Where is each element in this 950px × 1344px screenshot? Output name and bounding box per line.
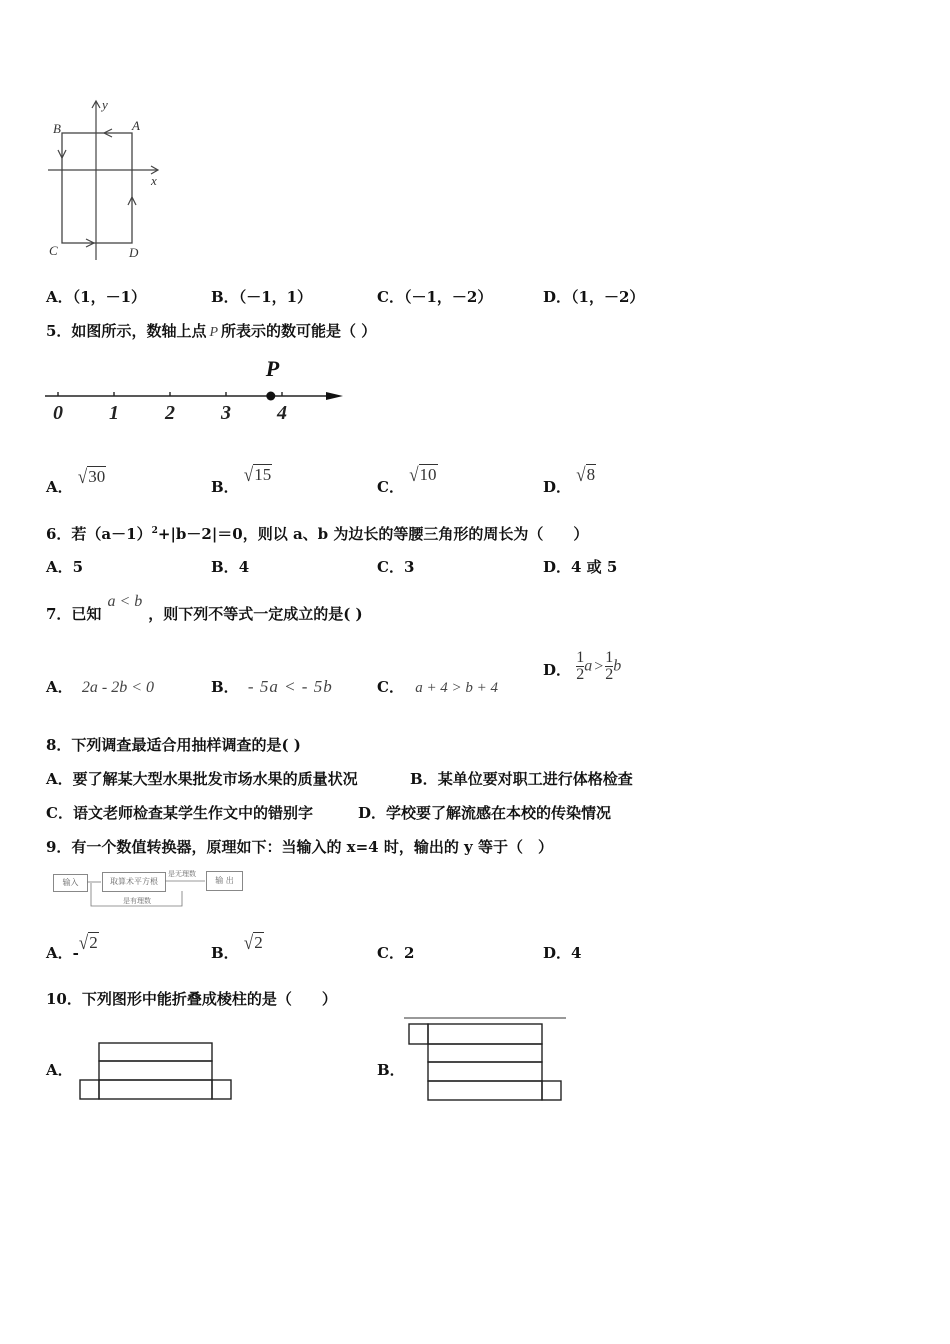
q4-coordinate-figure [40,95,170,265]
radicand: 2 [89,933,98,952]
option-text: 4 [238,558,250,576]
label-x: x [151,173,157,188]
option-letter: B． [211,558,239,576]
label-b: B [53,121,61,136]
q7-stem-text: 7．已知 [46,605,102,623]
q5-stem-var: P [209,325,219,340]
radicand: 8 [586,465,596,484]
q5-option-d[interactable] [543,463,596,496]
option-text: （－1，1） [238,288,313,306]
q4-option-d[interactable] [543,286,644,307]
q10-stem: 10．下列图形中能折叠成棱柱的是（ ） [46,990,337,1008]
option-letter: C． [377,678,404,696]
option-text: 2 [403,944,415,962]
net-b-side-bottom [542,1081,561,1100]
flow-connectors [50,868,250,910]
number-line-tick-label: 2 [165,402,175,424]
q8-option-a[interactable] [46,768,358,789]
option-text: 5 [72,558,84,576]
frac-numerator: 1 [576,649,585,666]
option-text: 语文老师检查某学生作文中的错别字 [72,804,313,822]
negative-sign: - [72,944,79,962]
option-letter: A． [46,944,73,962]
option-letter: C． [377,478,404,496]
option-letter: D． [543,558,572,576]
q6-exponent: 2 [151,526,158,536]
number-line-tick-label: 3 [221,402,231,424]
q9-option-c[interactable] [377,942,414,963]
radicand: 15 [254,465,272,484]
q6-stem [46,523,588,544]
option-text: 要了解某大型水果批发市场水果的质量状况 [72,770,358,788]
q6-option-c[interactable] [377,556,414,577]
q6-option-a[interactable] [46,556,83,577]
option-letter: B． [410,770,438,788]
sqrt-expression: √8 [576,463,596,486]
q5-option-c[interactable] [377,463,438,496]
q6-stem-text: 6．若（a－1） [46,525,152,543]
net-b-face-1 [428,1024,542,1044]
q9-option-d[interactable] [543,942,581,963]
net-a-svg [76,1040,236,1104]
q10-net-a[interactable] [76,1040,236,1104]
option-letter: C． [46,804,73,822]
sqrt-expression: √10 [409,463,437,486]
net-b-face-2 [428,1044,542,1062]
label-y: y [102,97,108,112]
frac-denominator: 2 [605,666,614,683]
q7-stem-text-after: ，则下列不等式一定成立的是( ) [148,605,363,623]
net-a-face-3 [99,1080,212,1099]
net-a-side-right [212,1080,231,1099]
net-b-side-top [409,1024,428,1044]
q7-option-d[interactable] [543,650,621,683]
net-a-face-1 [99,1043,212,1061]
option-letter: A． [46,678,73,696]
radicand: 2 [254,933,263,952]
label-a: A [132,118,140,133]
net-b-face-4 [428,1081,542,1100]
option-letter: D． [543,288,572,306]
sqrt-expression: √30 [77,465,106,488]
var-a: a [584,657,593,675]
q5-option-a[interactable] [46,465,106,496]
q6-option-d[interactable] [543,556,617,577]
q9-stem: 9．有一个数值转换器，原理如下：当输入的 x=4 时，输出的 y 等于（ ） [46,838,553,856]
option-letter: C． [377,944,404,962]
number-line-tick-label: 0 [53,402,63,424]
radicand: 10 [419,465,437,484]
net-a-side-left [80,1080,99,1099]
option-letter: A． [46,478,73,496]
q5-stem-text-after: 所表示的数可能是（ ） [221,322,377,340]
number-line-tick-label: 1 [109,402,119,424]
sqrt-expression: √15 [243,463,272,486]
q9-option-b[interactable] [211,931,264,962]
q8-stem: 8．下列调查最适合用抽样调查的是( ) [46,736,301,754]
q7-option-c[interactable] [377,676,498,697]
frac-denominator: 2 [576,666,585,683]
connector-loop-back [91,883,182,906]
option-letter: A． [46,1061,73,1079]
flow-process-box: 取算术平方根 [102,872,166,892]
q7-stem-math: a < b [107,593,143,610]
option-text: 学校要了解流感在本校的传染情况 [386,804,612,822]
q8-option-d[interactable] [358,802,611,823]
sqrt-expression: √2 [243,931,263,954]
option-letter: B． [211,288,239,306]
path-rectangle [62,133,132,243]
q4-option-c[interactable] [377,286,492,307]
sqrt-expression: √2 [78,931,98,954]
q4-option-a[interactable] [46,286,146,307]
option-letter: B． [211,944,239,962]
q9-flowchart [50,868,250,910]
flow-irrational-label: 是无理数 [168,870,196,878]
option-letter: D． [543,944,572,962]
flow-rational-label: 是有理数 [123,897,151,905]
net-b-svg [400,1014,570,1106]
number-line-svg [40,352,350,427]
option-text: （1，－1） [72,288,147,306]
number-line-arrow [326,392,343,400]
option-text: （－1，－2） [403,288,493,306]
option-letter: B． [211,478,239,496]
flow-output-box: 输 出 [206,871,243,891]
flow-input-box: 输入 [53,874,88,892]
option-letter: C． [377,558,404,576]
q4-figure-svg [40,95,170,265]
relation-sign: > [594,657,604,675]
q6-option-b[interactable] [211,556,249,577]
option-letter: C． [377,288,404,306]
q5-option-b[interactable] [211,463,272,496]
option-text: 4 [571,944,582,962]
option-text: （1，－2） [571,288,645,306]
option-letter: A． [46,558,73,576]
q5-stem-text: 5．如图所示，数轴上点 [46,322,207,340]
q10-option-a[interactable] [46,1059,73,1080]
q7-option-b[interactable] [211,676,333,697]
option-letter: A． [46,288,73,306]
q8-option-b[interactable] [410,768,633,789]
q5-number-line [40,352,350,427]
label-d: D [129,245,139,260]
option-text: 3 [403,558,415,576]
point-p [266,392,275,401]
option-letter: D． [358,804,387,822]
option-letter: B． [211,678,239,696]
q10-net-b[interactable] [400,1014,570,1106]
option-letter: B． [377,1061,405,1079]
option-text: 某单位要对职工进行体格检查 [437,770,633,788]
net-a-face-2 [99,1061,212,1080]
option-math: a + 4 > b + 4 [415,680,499,696]
option-text: 4 或 5 [571,558,618,576]
radicand: 30 [88,467,106,486]
option-math: - 5a < - 5b [247,677,333,696]
q6-stem-text-after: +|b－2|＝0，则以 a、b 为边长的等腰三角形的周长为（ ） [157,525,589,543]
frac-numerator: 1 [605,649,614,666]
var-b: b [613,657,622,675]
q8-option-c[interactable] [46,802,313,823]
option-letter: A． [46,770,73,788]
q5-stem [46,320,376,341]
q7-stem [46,593,363,624]
label-c: C [49,243,58,258]
q9-option-a[interactable] [46,931,99,962]
point-p-label: P [265,356,280,381]
number-line-tick-label: 4 [277,402,287,424]
option-math: 2a - 2b < 0 [81,679,154,696]
q7-option-a[interactable] [46,676,154,697]
net-b-face-3 [428,1062,542,1081]
q4-option-b[interactable] [211,286,312,307]
option-letter: D． [543,660,572,679]
option-letter: D． [543,478,572,496]
